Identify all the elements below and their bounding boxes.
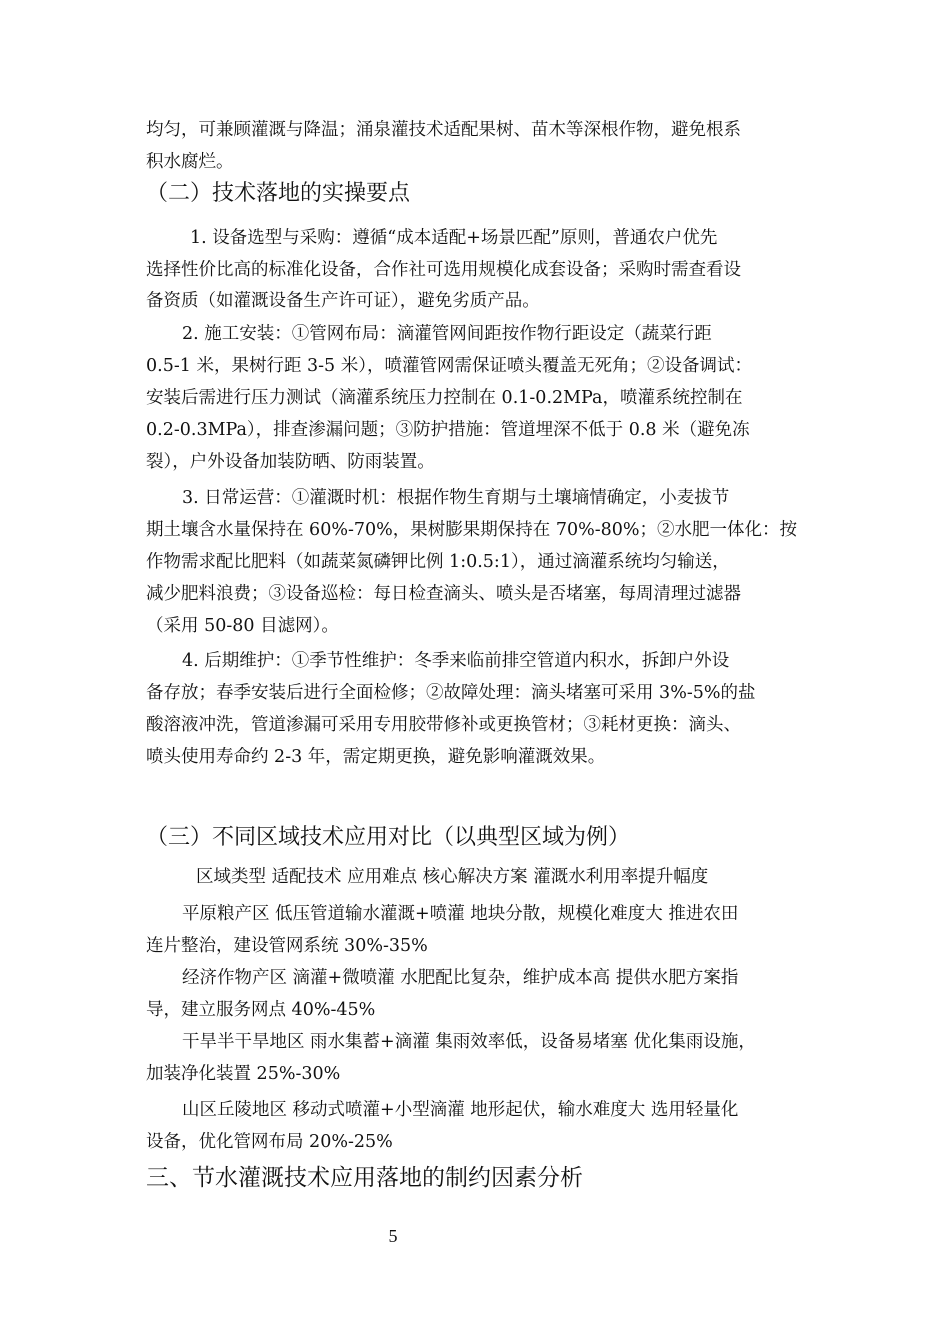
page-number: 5 — [388, 1226, 398, 1246]
table-row-cont: 设备，优化管网布局 20%-25% — [146, 1132, 393, 1152]
text-line: 选择性价比高的标准化设备，合作社可选用规模化成套设备；采购时需查看设 — [146, 260, 741, 280]
section-heading-2: （二）技术落地的实操要点 — [146, 181, 411, 206]
table-row: 干旱半干旱地区 雨水集蓄+滴灌 集雨效率低，设备易堵塞 优化集雨设施， — [182, 1032, 756, 1052]
chapter-heading: 三、节水灌溉技术应用落地的制约因素分析 — [146, 1165, 583, 1191]
text-line: 裂），户外设备加装防晒、防雨装置。 — [146, 452, 435, 472]
text-line: （采用 50-80 目滤网）。 — [146, 616, 339, 636]
table-row-cont: 连片整治，建设管网系统 30%-35% — [146, 936, 428, 956]
text-line: 期土壤含水量保持在 60%-70%，果树膨果期保持在 70%-80%；②水肥一体化：按 — [146, 520, 798, 540]
text-line: 0.5-1 米，果树行距 3-5 米），喷灌管网需保证喷头覆盖无死角；②设备调试： — [146, 356, 752, 376]
text-line: 喷头使用寿命约 2-3 年，需定期更换，避免影响灌溉效果。 — [146, 747, 606, 767]
text-line: 1. 设备选型与采购：遵循“成本适配+场景匹配”原则，普通农户优先 — [190, 228, 718, 248]
text-line: 作物需求配比肥料（如蔬菜氮磷钾比例 1:0.5:1），通过滴灌系统均匀输送， — [146, 552, 730, 572]
text-line: 备资质（如灌溉设备生产许可证），避免劣质产品。 — [146, 291, 540, 311]
text-line: 3. 日常运营：①灌溉时机：根据作物生育期与土壤墒情确定，小麦拔节 — [182, 488, 730, 508]
section-heading-3: （三）不同区域技术应用对比（以典型区域为例） — [146, 825, 631, 850]
text-line: 2. 施工安装：①管网布局：滴灌管网间距按作物行距设定（蔬菜行距 — [182, 324, 712, 344]
table-row: 经济作物产区 滴灌+微喷灌 水肥配比复杂，维护成本高 提供水肥方案指 — [182, 968, 739, 988]
text-line: 减少肥料浪费；③设备巡检：每日检查滴头、喷头是否堵塞，每周清理过滤器 — [146, 584, 741, 604]
text-line: 均匀，可兼顾灌溉与降温；涌泉灌技术适配果树、苗木等深根作物，避免根系 — [146, 120, 741, 140]
text-line: 积水腐烂。 — [146, 152, 234, 172]
table-header: 区域类型 适配技术 应用难点 核心解决方案 灌溉水利用率提升幅度 — [196, 867, 709, 887]
table-row: 山区丘陵地区 移动式喷灌+小型滴灌 地形起伏，输水难度大 选用轻量化 — [182, 1100, 739, 1120]
text-line: 备存放；春季安装后进行全面检修；②故障处理：滴头堵塞可采用 3%-5%的盐 — [146, 683, 756, 703]
table-row-cont: 加装净化装置 25%-30% — [146, 1064, 341, 1084]
text-line: 0.2-0.3MPa），排查渗漏问题；③防护措施：管道埋深不低于 0.8 米（避免冻 — [146, 420, 750, 440]
text-line: 4. 后期维护：①季节性维护：冬季来临前排空管道内积水，拆卸户外设 — [182, 651, 730, 671]
text-line: 安装后需进行压力测试（滴灌系统压力控制在 0.1-0.2MPa，喷灌系统控制在 — [146, 388, 743, 408]
table-row-cont: 导，建立服务网点 40%-45% — [146, 1000, 376, 1020]
text-line: 酸溶液冲洗，管道渗漏可采用专用胶带修补或更换管材；③耗材更换：滴头、 — [146, 715, 741, 735]
table-row: 平原粮产区 低压管道输水灌溉+喷灌 地块分散，规模化难度大 推进农田 — [182, 904, 739, 924]
